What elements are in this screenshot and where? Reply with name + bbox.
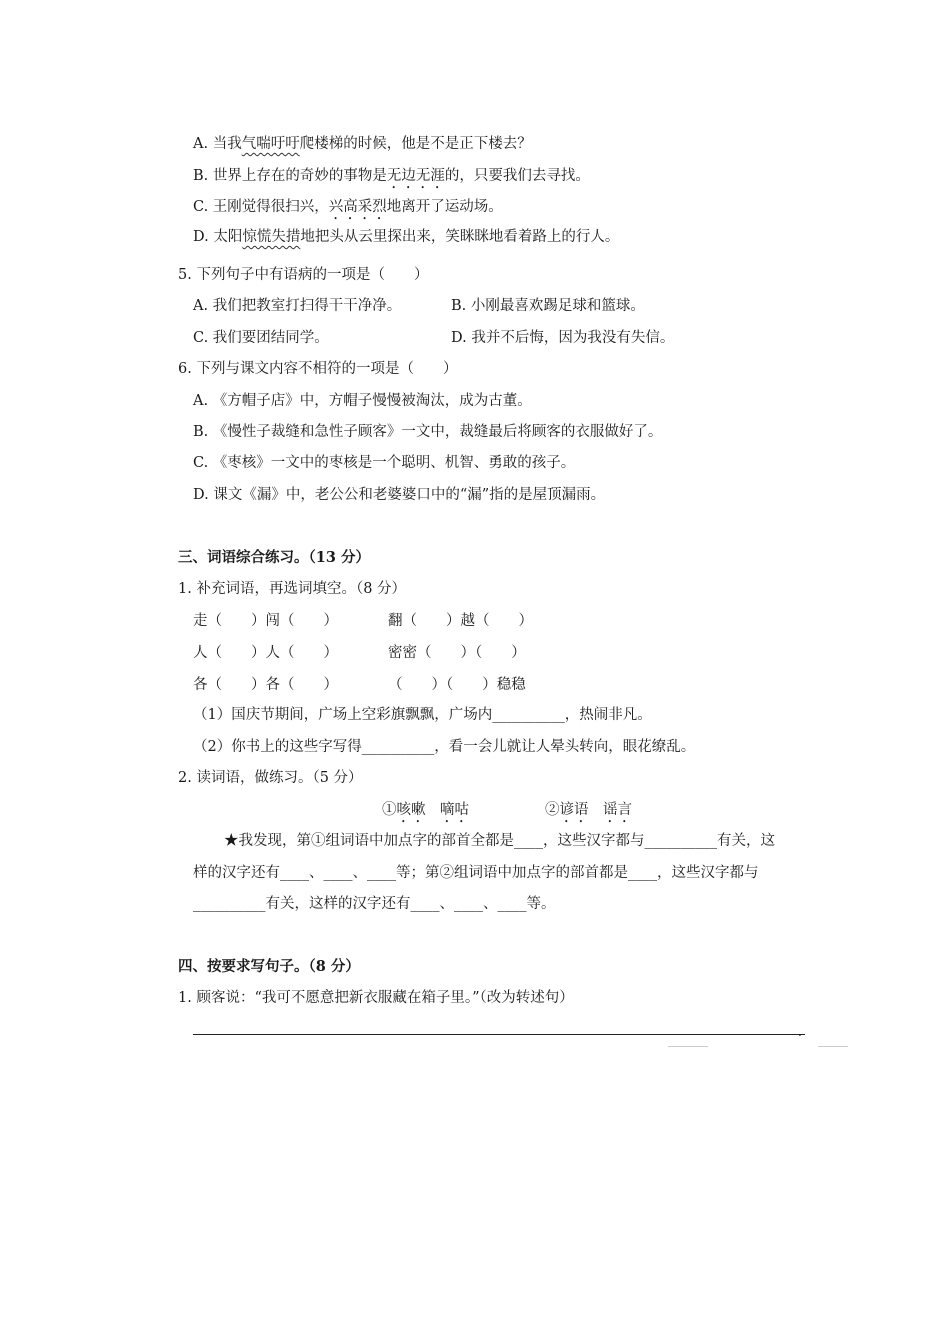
group-2-words: 谚语 谣言 [559,802,632,818]
word-fill-row1-left: 走（ ）闯（ ） [193,613,338,629]
section3-q1-stem: 1. 补充词语，再选词填空。（8 分） [178,581,407,597]
scan-artifact [668,1046,708,1047]
q6-option-a: A. 《方帽子店》中，方帽子慢慢被淘汰，成为古董。 [193,393,532,409]
group-2-label: ② [545,802,560,818]
word-group-2 [545,800,632,826]
q6-stem: 6. 下列与课文内容不相符的一项是（ ） [178,361,458,377]
discovery-para-line3: __________有关，这样的汉字还有____、____、____等。 [193,896,556,912]
word-fill-row3-left: 各（ ）各（ ） [193,677,338,693]
word-fill-row3-right: （ ）（ ）稳稳 [388,677,526,693]
q5-option-b: B. 小刚最喜欢踢足球和篮球。 [451,298,645,314]
q4-option-a: A. 当我气喘吁吁爬楼梯的时候，他是不是正下楼去？ [193,136,532,152]
q5-option-c: C. 我们要团结同学。 [193,330,329,346]
fill-sentence-1: （1）国庆节期间，广场上空彩旗飘飘，广场内__________，热闹非凡。 [193,707,652,723]
answer-line-end-mark: . [798,1025,802,1039]
discovery-para-line1: ★我发现，第①组词语中加点字的部首全都是____，这些汉字都与__________有关，这 [224,833,775,849]
group-1-label: ① [382,802,397,818]
word-group-1 [382,800,469,826]
q5-option-a: A. 我们把教室打扫得干干净净。 [193,298,402,314]
marked-phrase: 惊慌失措 [242,229,301,245]
q4-option-c: C. 王刚觉得很扫兴，兴高采烈地离开了运动场。 [193,199,503,215]
fill-sentence-2: （2）你书上的这些字写得__________，看一会儿就让人晕头转向，眼花缭乱。 [193,739,696,755]
section3-title: 三、词语综合练习。（13 分） [178,549,370,566]
marked-phrase: 气喘吁吁 [241,136,300,152]
word-fill-row2-left: 人（ ）人（ ） [193,645,338,661]
word-fill-row2-right: 密密（ ）（ ） [388,645,526,661]
q6-option-c: C. 《枣核》一文中的枣核是一个聪明、机智、勇敢的孩子。 [193,455,576,471]
marked-phrase: 兴高采烈 [328,199,387,215]
q6-option-d: D. 课文《漏》中，老公公和老婆婆口中的“漏”指的是屋顶漏雨。 [193,487,606,503]
word-fill-row1-right: 翻（ ）越（ ） [388,613,533,629]
section4-q1: 1. 顾客说：“我可不愿意把新衣服藏在箱子里。”（改为转述句） [178,990,574,1006]
q5-option-d: D. 我并不后悔，因为我没有失信。 [451,330,675,346]
section3-q2-stem: 2. 读词语，做练习。（5 分） [178,770,363,786]
q4-option-d: D. 太阳惊慌失措地把头从云里探出来，笑眯眯地看着路上的行人。 [193,229,620,245]
section4-title: 四、按要求写句子。（8 分） [178,958,360,975]
q6-option-b: B. 《慢性子裁缝和急性子顾客》一文中，裁缝最后将顾客的衣服做好了。 [193,424,663,440]
group-1-words: 咳嗽 嘀咕 [396,802,469,818]
answer-line [193,1034,805,1035]
q5-stem: 5. 下列句子中有语病的一项是（ ） [178,267,429,283]
marked-phrase: 无边无涯 [386,168,445,184]
scan-artifact [818,1046,848,1047]
discovery-para-line2: 样的汉字还有____、____、____等；第②组词语中加点字的部首都是____，这些汉字都与 [193,865,759,881]
q4-option-b: B. 世界上存在的奇妙的事物是无边无涯的，只要我们去寻找。 [193,168,590,184]
